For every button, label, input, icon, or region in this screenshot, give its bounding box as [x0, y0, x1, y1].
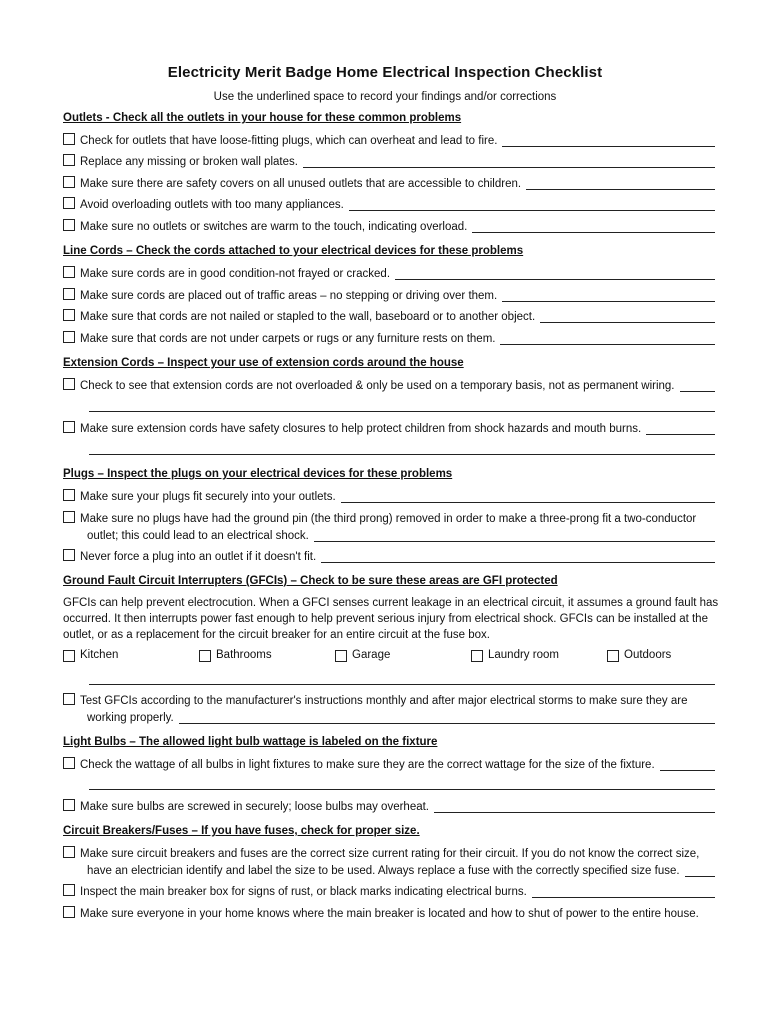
answer-line[interactable] — [89, 411, 715, 412]
answer-line[interactable] — [532, 886, 715, 898]
answer-line[interactable] — [89, 684, 715, 685]
item-text: Make sure no plugs have had the ground pin (the third prong) removed in order to make a three-prong fit a two-conductor — [80, 513, 697, 525]
answer-line[interactable] — [500, 333, 715, 345]
answer-line[interactable] — [646, 423, 715, 435]
item-text: Make sure bulbs are screwed in securely; loose bulbs may overheat. — [80, 801, 430, 813]
item-text: Avoid overloading outlets with too many appliances. — [80, 199, 344, 211]
checkbox[interactable] — [199, 650, 211, 662]
paragraph-line: outlet, or as a replacement for the circuit breaker for an entire circuit at the fuse box. — [63, 629, 490, 641]
item-text: Make sure that cords are not nailed or stapled to the wall, baseboard or to another object. — [80, 311, 536, 323]
checkbox[interactable] — [471, 650, 483, 662]
answer-line[interactable] — [314, 530, 715, 542]
item-text: Make sure there are safety covers on all unused outlets that are accessible to children. — [80, 178, 522, 190]
checkbox[interactable] — [63, 309, 75, 321]
item-text: Check for outlets that have loose-fitting plugs, which can overheat and lead to fire. — [80, 135, 498, 147]
answer-line[interactable] — [349, 199, 715, 211]
checklist-item — [63, 153, 715, 169]
paragraph-line: GFCIs can help prevent electrocution. When a GFCI senses current leakage in an electrical circuit, it assumes a ground fault has — [63, 597, 719, 609]
section-header-light-bulbs: Light Bulbs – The allowed light bulb wattage is labeled on the fixture — [63, 736, 438, 748]
option-label: Garage — [352, 649, 391, 661]
checkbox[interactable] — [63, 549, 75, 561]
checklist-item — [63, 692, 715, 726]
item-text: Check the wattage of all bulbs in light fixtures to make sure they are the correct wattage for the size of the fixture. — [80, 759, 655, 771]
item-text: Make sure your plugs fit securely into your outlets. — [80, 491, 336, 503]
item-text: Make sure cords are placed out of traffic areas – no stepping or driving over them. — [80, 290, 498, 302]
answer-line[interactable] — [434, 801, 715, 813]
page-title: Electricity Merit Badge Home Electrical Inspection Checklist — [167, 64, 603, 81]
checkbox[interactable] — [63, 176, 75, 188]
checklist-item — [63, 265, 715, 281]
checkbox[interactable] — [63, 511, 75, 523]
item-text: Check to see that extension cords are not overloaded & only be used on a temporary basis, not as permanent wiring. — [80, 380, 675, 392]
checkbox[interactable] — [63, 693, 75, 705]
item-text: Make sure cords are in good condition-not frayed or cracked. — [80, 268, 391, 280]
item-text-continued: outlet; this could lead to an electrical shock. — [87, 530, 309, 542]
item-text: Test GFCIs according to the manufacturer's instructions monthly and after major electrical storms to make sure they are — [80, 695, 688, 707]
item-text-continued: have an electrician identify and label the size to be used. Always replace a fuse with the correctly specified size fuse. — [87, 865, 680, 877]
item-text: Make sure that cords are not under carpets or rugs or any furniture rests on them. — [80, 333, 496, 345]
checkbox[interactable] — [63, 154, 75, 166]
checklist-item — [63, 488, 715, 504]
checkbox[interactable] — [607, 650, 619, 662]
answer-line[interactable] — [685, 865, 715, 877]
checkbox[interactable] — [63, 378, 75, 390]
checklist-item — [63, 196, 715, 212]
option-label: Outdoors — [624, 649, 672, 661]
option-label: Bathrooms — [216, 649, 272, 661]
answer-line[interactable] — [89, 789, 715, 790]
item-text: Never force a plug into an outlet if it doesn't fit. — [80, 551, 317, 563]
checkbox[interactable] — [63, 846, 75, 858]
checklist-item — [63, 756, 715, 772]
checklist-item — [63, 420, 715, 436]
checklist-item — [63, 308, 715, 324]
checkbox[interactable] — [63, 421, 75, 433]
checkbox[interactable] — [335, 650, 347, 662]
section-header-circuit-breakers: Circuit Breakers/Fuses – If you have fuses, check for proper size. — [63, 825, 420, 837]
checkbox[interactable] — [63, 884, 75, 896]
answer-line[interactable] — [526, 178, 715, 190]
gfci-description — [63, 595, 723, 643]
checkbox[interactable] — [63, 219, 75, 231]
paragraph-line: occurred. It then interrupts power fast enough to help prevent serious injury from electrical shock. GFCIs can be installed at the — [63, 613, 708, 625]
checkbox[interactable] — [63, 489, 75, 501]
item-text: Make sure no outlets or switches are warm to the touch, indicating overload. — [80, 221, 468, 233]
checkbox[interactable] — [63, 650, 75, 662]
checklist-item — [63, 330, 715, 346]
item-text: Make sure circuit breakers and fuses are the correct size current rating for their circuit. If you do not know the correct size, — [80, 848, 700, 860]
answer-line[interactable] — [179, 712, 715, 724]
checklist-item — [63, 287, 715, 303]
answer-line[interactable] — [502, 135, 715, 147]
section-header-extension-cords: Extension Cords – Inspect your use of extension cords around the house — [63, 357, 464, 369]
section-header-outlets: Outlets - Check all the outlets in your house for these common problems — [63, 112, 462, 124]
checkbox[interactable] — [63, 288, 75, 300]
checklist-item — [63, 132, 715, 148]
checkbox[interactable] — [63, 266, 75, 278]
answer-line[interactable] — [341, 491, 715, 503]
checkbox[interactable] — [63, 197, 75, 209]
answer-line[interactable] — [472, 221, 715, 233]
item-text: Replace any missing or broken wall plates. — [80, 156, 298, 168]
section-header-line-cords: Line Cords – Check the cords attached to your electrical devices for these problems — [63, 245, 524, 257]
section-header-plugs: Plugs – Inspect the plugs on your electrical devices for these problems — [63, 468, 453, 480]
checkbox[interactable] — [63, 133, 75, 145]
checkbox[interactable] — [63, 757, 75, 769]
checklist-item — [63, 510, 715, 544]
answer-line[interactable] — [303, 156, 715, 168]
checklist-item — [63, 845, 715, 879]
page-subtitle: Use the underlined space to record your findings and/or corrections — [213, 91, 557, 103]
checklist-item — [63, 218, 715, 234]
option-label: Laundry room — [488, 649, 559, 661]
item-text: Make sure extension cords have safety closures to help protect children from shock hazards and mouth burns. — [80, 423, 642, 435]
answer-line[interactable] — [680, 380, 715, 392]
section-header-gfci: Ground Fault Circuit Interrupters (GFCIs) – Check to be sure these areas are GFI protected — [63, 575, 558, 587]
item-text: Inspect the main breaker box for signs of rust, or black marks indicating electrical burns. — [80, 886, 527, 898]
answer-line[interactable] — [89, 454, 715, 455]
checklist-item — [63, 175, 715, 191]
answer-line[interactable] — [540, 311, 715, 323]
option-label: Kitchen — [80, 649, 119, 661]
checklist-item — [63, 377, 715, 393]
checkbox[interactable] — [63, 331, 75, 343]
answer-line[interactable] — [321, 551, 715, 563]
answer-line[interactable] — [502, 290, 715, 302]
checklist-item — [63, 548, 715, 564]
checkbox[interactable] — [63, 906, 75, 918]
checkbox[interactable] — [63, 799, 75, 811]
checklist-item — [63, 905, 715, 921]
checklist-item — [63, 883, 715, 899]
answer-line[interactable] — [660, 759, 715, 771]
item-text-continued: working properly. — [87, 712, 174, 724]
checklist-item — [63, 798, 715, 814]
item-text: Make sure everyone in your home knows where the main breaker is located and how to shut of power to the entire house. — [80, 908, 699, 920]
answer-line[interactable] — [395, 268, 715, 280]
